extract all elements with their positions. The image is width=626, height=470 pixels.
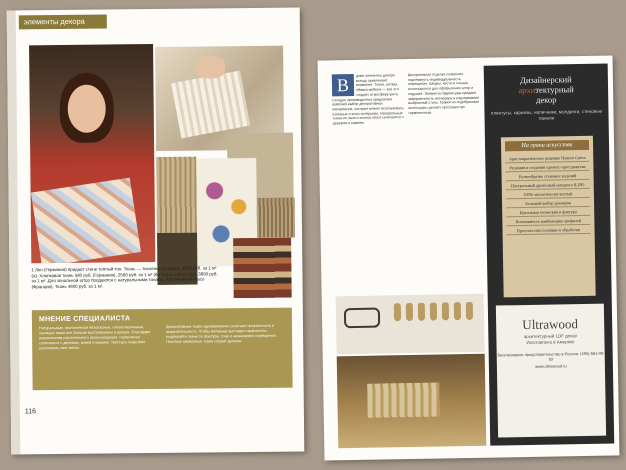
sample-cloth bbox=[171, 70, 250, 138]
expert-col-1: Натуральные, экологически безопасные, гипоаллергенные, льняные ткани все больше востребованы в декоре. Благодаря вкраплениям растительного происхождения, гармонично сочетаются с деревом, кожей и камнем. Текстура позволяет рассеивать свет мягко. bbox=[38, 325, 151, 351]
ad-feature-item: Идеальная геометрия и фактура bbox=[506, 207, 590, 217]
tassel bbox=[418, 303, 425, 321]
tassel bbox=[442, 302, 449, 320]
ad-feature-item: Аристократическое решение Нового Света bbox=[505, 153, 589, 163]
section-header: элементы декора bbox=[19, 14, 107, 29]
ultrawood-advertisement bbox=[484, 64, 615, 446]
ad-title-rest: тектурный bbox=[535, 84, 574, 95]
ad-feature-item: Натуральный древесный материал (LDF) bbox=[506, 180, 590, 190]
tassel bbox=[454, 302, 461, 320]
ad-title-line1: Дизайнерский bbox=[520, 74, 572, 86]
tassel bbox=[430, 303, 437, 321]
portrait-face bbox=[67, 85, 106, 133]
made-in-text: Изготовлено в Америке bbox=[526, 339, 575, 346]
article-text-a: доме элементы декора всегда привлекают внимание. Ткани, шторы, обивка мебели — все это создает атмосферу уюта. Сегодня производители предлагают широкий выбор декоративных материалов, которые можно использовать в разных стилях интерьера. Натуральные ткани из льна и хлопка легко сочетаются с деревом и камнем. bbox=[332, 73, 404, 126]
tassel bbox=[406, 303, 413, 321]
portrait-fabric bbox=[31, 178, 141, 264]
ad-contact: Эксклюзивное представительство в России: (495) 661-90-93 bbox=[496, 350, 605, 362]
interior-photo bbox=[337, 354, 487, 449]
fabric-swatch-striped bbox=[156, 157, 197, 233]
ad-url: www.ultrawood.ru bbox=[535, 363, 567, 370]
tassel bbox=[394, 303, 401, 321]
drop-cap: В bbox=[332, 74, 354, 96]
ad-feature-panel bbox=[501, 136, 596, 298]
page-number: 116 bbox=[24, 408, 37, 416]
ad-subtitle: плинтусы, карнизы, наличники, молдинги, стеновые панели bbox=[490, 108, 603, 121]
fabric-swatch-linen bbox=[257, 198, 295, 238]
ad-title-line3: декор bbox=[536, 94, 557, 105]
article-column-b: Декоративная отделка позволяет подчеркнуть индивидуальность помещения. Шнуры, кисти и тесьма используются для оформления штор и подушек. Элементы фурнитуры придают завершенность интерьеру и подчеркивают выбранный стиль. Грамотно подобранные аксессуары делают пространство гармоничным. bbox=[407, 72, 480, 115]
fabric-swatch-colored bbox=[233, 238, 292, 299]
expert-opinion-box bbox=[32, 308, 293, 391]
left-magazine-page bbox=[7, 7, 305, 454]
ad-feature-item: Простота инсталляции и обработки bbox=[506, 225, 590, 235]
logo-subtitle: архитектурный LDF декор bbox=[523, 333, 577, 340]
ad-feature-item: 100% экологически чистый bbox=[506, 189, 590, 199]
expert-columns bbox=[39, 324, 285, 352]
ad-title-accent: архи bbox=[518, 84, 536, 96]
expert-title: МНЕНИЕ СПЕЦИАЛИСТА bbox=[38, 315, 131, 324]
ad-panel-heading: На грани искусства bbox=[505, 140, 589, 151]
ad-brand-block bbox=[496, 304, 606, 438]
ad-feature-item: Решения в создании единого пространства bbox=[505, 162, 589, 172]
right-magazine-page bbox=[318, 55, 620, 460]
ad-feature-item: Большой выбор размеров bbox=[506, 198, 590, 208]
woman-portrait-photo bbox=[29, 44, 155, 263]
tassel bbox=[466, 302, 473, 320]
ultrawood-logo: Ultrawood bbox=[522, 316, 579, 333]
page-spine-strip bbox=[7, 10, 21, 454]
trim-tassels-photo bbox=[336, 294, 485, 355]
ad-feature-item: Возможность комбинации профилей bbox=[506, 216, 590, 226]
sample-hand bbox=[195, 56, 225, 78]
article-column-a bbox=[332, 73, 405, 126]
expert-col-2: Декоративные ткани одновременно сочетают практичность и выразительность. Чтобы интерьер выглядел гармонично, подбирайте ткани по фактуре, тону и назначению помещения. Плотные обивочные ткани служат дольше. bbox=[165, 323, 277, 344]
glasses-image bbox=[344, 308, 380, 329]
ad-title bbox=[484, 74, 609, 106]
photo-caption: 1 Лен (Германия) придает стене теплый тон. Ткань — тиснение Bauhaus, 1600 руб. за 1 м² (а). Хлопковая ткань 580 руб. (Германия), 2500 руб. за 1 м² (б). Ткань Linen Look, 3800 руб. за 1 м². Для зональной штор продаются с натуральными тонами. Коллекция Monaco (Франция). Ткань 4800 руб. за 1 м². bbox=[31, 265, 218, 290]
ad-feature-item: Разнообразие стеновых изделий bbox=[506, 171, 590, 181]
decor-box bbox=[367, 383, 440, 418]
